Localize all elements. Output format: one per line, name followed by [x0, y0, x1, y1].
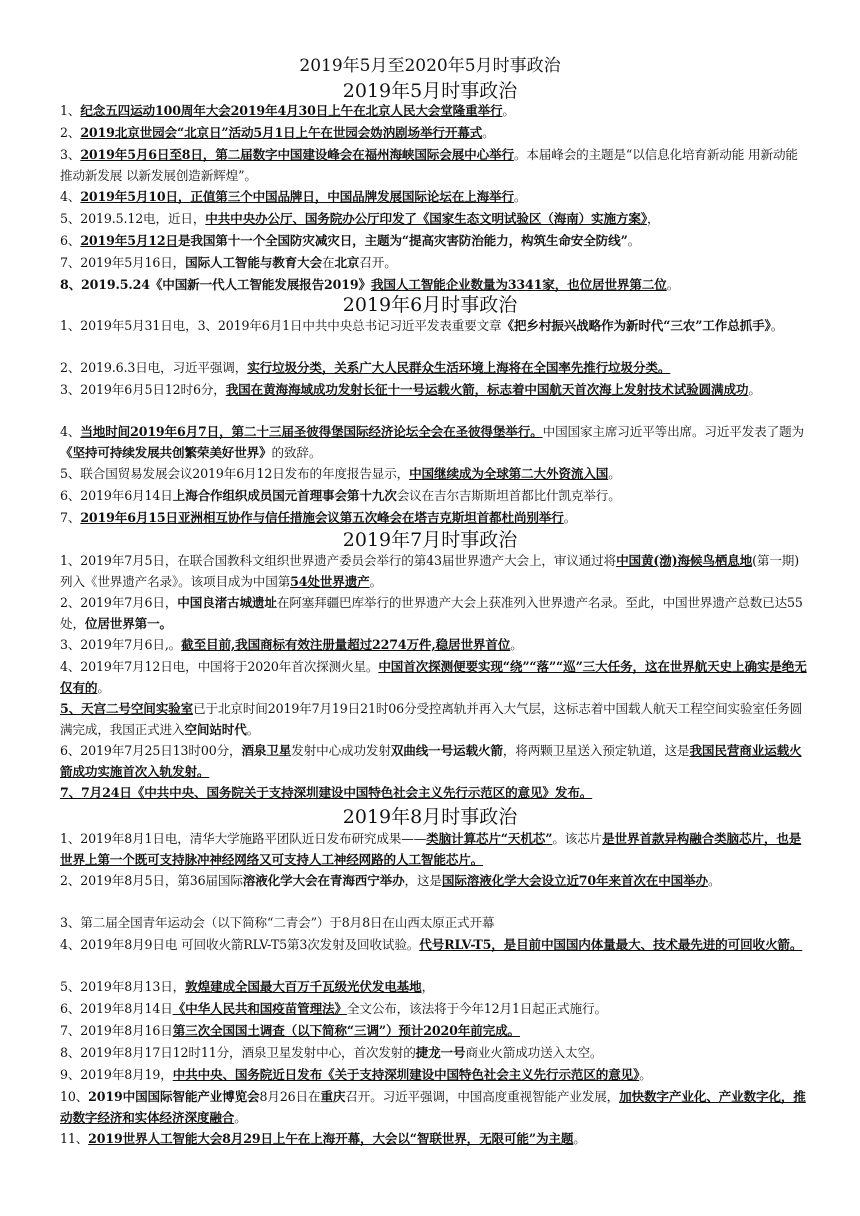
news-item-text: 。 [234, 1110, 247, 1125]
news-item-text: 2019世界人工智能大会8月29日上午在上海开幕，大会以“智联世界，无限可能”为主题 [88, 1131, 574, 1146]
news-item-text: 2019中国国际智能产业博览会 [88, 1089, 260, 1104]
news-item [60, 1064, 810, 1085]
news-item-text: 2019年5月10日，正值第三个中国品牌日，中国品牌发展国际论坛在上海举行 [80, 189, 514, 204]
news-item-text: 3、2019年6月5日12时6分， [60, 382, 226, 397]
news-item-text: 当地时间2019年6月7日，第二十三届圣彼得堡国际经济论坛全会在圣彼得堡举行。 [80, 424, 543, 439]
section-title: 2019年5月时事政治 [342, 80, 518, 102]
news-item [60, 634, 810, 655]
news-item [60, 1128, 810, 1149]
news-item-text: 亚洲相互协作与信任措施会议第五次峰会在塔吉克斯坦首都杜尚别举行 [177, 510, 564, 525]
news-item [60, 144, 810, 186]
news-item-text: 国际人工智能与教育大会 [185, 255, 323, 270]
news-item [60, 315, 810, 336]
news-item [60, 357, 810, 378]
news-item-text: 8、2019年8月17日12时11分，酒泉卫星发射中心，首次发射的 [60, 1045, 416, 1060]
news-item-text: 6、2019年7月25日13时00分， [60, 743, 242, 758]
news-item-text: 10、 [60, 1089, 89, 1104]
news-item-text: 。该芯片 [552, 831, 603, 846]
news-item-text: 召开。 [359, 255, 397, 270]
news-item-text: 《把乡村振兴战略作为新时代“三农”工作总抓手》 [501, 318, 771, 333]
news-item-text: 商业火箭成功送入太空。 [465, 1045, 603, 1060]
news-item-text: 实行垃圾分类，关系广大人民群众生活环境上海将在全国率先推行垃圾分类。 [247, 360, 671, 375]
news-item-text: 9、2019年8月19， [60, 1067, 173, 1082]
news-item-text: 。 [502, 103, 515, 118]
news-item [60, 934, 810, 955]
news-item-text: 国际溶液化学大会设立近70年来首次在中国举办 [441, 873, 708, 888]
news-item-text: 上海合作组织成员国元首理事会第十九次 [172, 488, 397, 503]
news-item-text: 2019年5月6日至8日，第二届数字中国建设峰会在福州海峡国际会展中心举行 [80, 147, 514, 162]
news-item [60, 740, 810, 782]
news-item-text: 2、2019年7月6日， [60, 595, 178, 610]
news-item-text: 中国良渚古城遗址 [177, 595, 277, 610]
news-item-text: ，这是 [404, 873, 442, 888]
news-item-text: 类脑计算芯片“天机芯” [426, 831, 553, 846]
news-item [60, 1020, 810, 1041]
news-item-text: 会议在吉尔吉斯斯坦首都比什凯克举行。 [396, 488, 621, 503]
news-item-text: 2、2019.6.3日电，习近平强调， [60, 360, 248, 375]
news-item [60, 656, 810, 698]
news-item-text: 空间站时代 [184, 722, 247, 737]
news-item-text: 5、2019年8月13日， [60, 979, 186, 994]
news-item-text: 3、第二届全国青年运动会（以下简称“二青会”）于8月8日在山西太原正式开幕 [60, 915, 495, 930]
news-item [60, 463, 810, 484]
news-item-text: 截至目前,我国商标有效注册量超过2274万件,稳居世界首位 [181, 637, 511, 652]
news-item-text: 我国民营商业运载火箭成功实施首次入轨发射。 [60, 743, 802, 779]
news-item-text: 1、 [60, 103, 81, 118]
news-item [60, 1042, 810, 1063]
news-item-text: 。 [482, 125, 495, 140]
news-item-text: 溶液化学大会在青海西宁举办 [242, 873, 405, 888]
news-item-text: 我国人工智能企业数量为3341家，也位居世界第二位 [370, 277, 667, 292]
news-item [60, 379, 810, 400]
news-item-text: 位居世界第一。 [84, 616, 172, 631]
news-item-text: 2019年5月12日 [80, 233, 178, 248]
news-item-text: 6、 [60, 233, 81, 248]
news-item-text: ， [421, 979, 435, 994]
news-item-text: 加快数字产业化、产业数字化，推动数字经济和实体经济深度融合 [60, 1089, 806, 1125]
news-item [60, 186, 810, 207]
news-item [60, 252, 810, 273]
news-item-text: 6、2019年8月14日 [60, 1001, 173, 1016]
section-title: 2019年8月时事政治 [342, 806, 518, 828]
news-item-text: 代号RLV-T5，是目前中国国内体量最大、技术最先进的可回收火箭。 [419, 937, 803, 952]
news-item-text: 在阿塞拜疆巴库举行的世界遗产大会上获准列入世界遗产名录。至此，中国世界遗产总数已达55处， [60, 595, 803, 631]
news-item-text: 。 [627, 233, 641, 248]
news-item-text: 5、天宫二号空间实验室 [60, 701, 194, 716]
news-item-text: 。 [246, 722, 260, 737]
news-item [60, 828, 810, 870]
news-item-text: 3、 [60, 147, 81, 162]
news-item-text: 我国在黄海海域成功发射长征十一号运载火箭，标志着中国航天首次海上发射技术试验圆满成功 [225, 382, 749, 397]
news-item-text: 。 [639, 1067, 652, 1082]
news-item-text: 。 [708, 873, 721, 888]
news-item [60, 421, 810, 463]
news-item-text: 《中华人民共和国疫苗管理法》 [172, 1001, 347, 1016]
news-item-text: 全文公布，该法将于今年12月1日起正式施行。 [346, 1001, 607, 1016]
news-item-text: 4、 [60, 424, 81, 439]
news-item-text: 中国继续成为全球第二大外资流入国 [409, 466, 609, 481]
news-item [60, 698, 810, 740]
news-item-text: 在 [322, 255, 335, 270]
news-item-text: 4、2019年7月12日电，中国将于2020年首次探测火星。 [60, 659, 379, 674]
news-item-text: 4、2019年8月9日电 可回收火箭RLV-T5第3次发射及回收试验。 [60, 937, 420, 952]
news-item-text: 5、联合国贸易发展会议2019年6月12日发布的年度报告显示， [60, 466, 410, 481]
news-item-text: 中国黄(渤)海候鸟栖息地 [616, 553, 753, 568]
news-item-text: 。 [97, 680, 110, 695]
news-item-text: 。 [369, 574, 383, 589]
news-item [60, 208, 810, 229]
news-item-text: 2019年6月15日 [80, 510, 178, 525]
news-item-text: 。 [513, 189, 527, 204]
news-item-text: 5、2019.5.12电，近日， [60, 211, 206, 226]
news-item-text: 《坚持可持续发展共创繁荣美好世界》 [60, 445, 272, 460]
news-item-text: 7、 [60, 510, 81, 525]
news-item-text: 酒泉卫星 [241, 743, 292, 758]
news-item-text: 纪念五四运动100周年大会2019年4月30日上午在北京人民大会堂隆重举行 [80, 103, 503, 118]
news-item [60, 485, 810, 506]
section-title: 2019年7月时事政治 [342, 529, 518, 551]
news-item-text: 召开。习近平强调，中国高度重视智能产业发展， [345, 1089, 620, 1104]
news-item-text: 1、2019年5月31日电，3、2019年6月1日中共中央总书记习近平发表重要文章 [60, 318, 502, 333]
news-item-text: 2、2019年8月5日，第36届国际 [60, 873, 243, 888]
news-item [60, 274, 810, 295]
news-item-text: ， [646, 211, 660, 226]
news-item-text: 。 [666, 277, 680, 292]
news-item-text: 。 [608, 466, 621, 481]
news-item [60, 100, 810, 121]
news-item-text: 1、2019年7月5日，在联合国教科文组织世界遗产委员会举行的第43届世界遗产大会上，审议通过将 [60, 553, 617, 568]
news-item [60, 912, 810, 933]
news-item [60, 592, 810, 634]
news-item-text: 中共中央办公厅、国务院办公厅印发了《国家生态文明试验区（海南）实施方案》 [205, 211, 647, 226]
news-item-text: 第三次全国国土调查（以下简称“三调”）预计2020年前完成。 [172, 1023, 520, 1038]
news-item-text: 。 [510, 637, 523, 652]
news-item [60, 230, 810, 251]
news-item-text: 6、2019年6月14日 [60, 488, 173, 503]
news-item-text: ，将两颗卫星送入预定轨道，这是 [502, 743, 690, 758]
news-item-text: 2019北京世园会“北京日”活动5月1日上午在世园会妫汭剧场举行开幕式 [80, 125, 483, 140]
news-item-text: 8月26日在 [259, 1089, 321, 1104]
news-item [60, 870, 810, 891]
news-item-text: 7、2019年5月16日， [60, 255, 186, 270]
news-item [60, 507, 810, 528]
section-title: 2019年6月时事政治 [342, 294, 518, 316]
news-item [60, 782, 810, 803]
news-item-text: 。 [573, 1131, 586, 1146]
news-item-text: 8、2019.5.24《中国新一代人工智能发展报告2019》 [60, 277, 371, 292]
news-item-text: 54处世界遗产 [290, 574, 370, 589]
news-item-text: 中共中央、国务院近日发布《关于支持深圳建设中国特色社会主义先行示范区的意见》 [172, 1067, 640, 1082]
news-item [60, 550, 810, 592]
news-item-text: 是世界首款异构融合类脑芯片，也是世界上第一个既可支持脉冲神经网络又可支持人工神经网路的人工智能芯片。 [60, 831, 802, 867]
news-item-text: 中国首次探测便要实现“绕”“落”“巡”三大任务，这在世界航天史上确实是绝无仅有的 [60, 659, 807, 695]
news-item-text: 。 [563, 510, 577, 525]
news-item-text: 。 [748, 382, 761, 397]
news-item-text: 双曲线一号运载火箭 [390, 743, 503, 758]
news-item-text: 3、2019年7月6日,。 [60, 637, 182, 652]
document-title: 2019年5月至2020年5月时事政治 [299, 56, 561, 76]
news-item-text: 发射中心成功发射 [291, 743, 391, 758]
news-item-text: 7、7月24日《中共中央、国务院关于支持深圳建设中国特色社会主义先行示范区的意见》发布。 [60, 785, 593, 800]
news-item-text: 捷龙一号 [415, 1045, 466, 1060]
news-item-text: 。本届峰会的主题是“以信息化培育新动能 用新动能推动新发展 以新发展创造新辉煌”。 [60, 147, 798, 183]
news-item-text: 已于北京时间2019年7月19日21时06分受控离轨并再入大气层，这标志着中国载人航天工程空间实验室任务圆满完成，我国正式进入 [60, 701, 803, 737]
news-item [60, 976, 810, 997]
news-item-text: 中国国家主席习近平等出席。习近平发表了题为 [542, 424, 804, 439]
news-item-text: 敦煌建成全国最大百万千瓦级光伏发电基地 [185, 979, 422, 994]
news-item-text: 4、 [60, 189, 81, 204]
news-item-text: 。 [770, 318, 784, 333]
news-item-text: 的致辞。 [271, 445, 322, 460]
news-item-text: 7、2019年8月16日 [60, 1023, 173, 1038]
news-item [60, 122, 810, 143]
news-item [60, 998, 810, 1019]
news-item-text: 1、2019年8月1日电，清华大学施路平团队近日发布研究成果—— [60, 831, 427, 846]
news-item-text: 重庆 [320, 1089, 346, 1104]
news-item-text: 11、 [60, 1131, 89, 1146]
news-item-text: 是我国第十一个全国防灾减灾日，主题为“提高灾害防治能力，构筑生命安全防线” [177, 233, 628, 248]
news-item-text: 北京 [334, 255, 360, 270]
news-item-text: (第一期)列入《世界遗产名录》。该项目成为中国第 [60, 553, 799, 589]
news-item-text: 2、 [60, 125, 81, 140]
news-item [60, 1086, 810, 1128]
